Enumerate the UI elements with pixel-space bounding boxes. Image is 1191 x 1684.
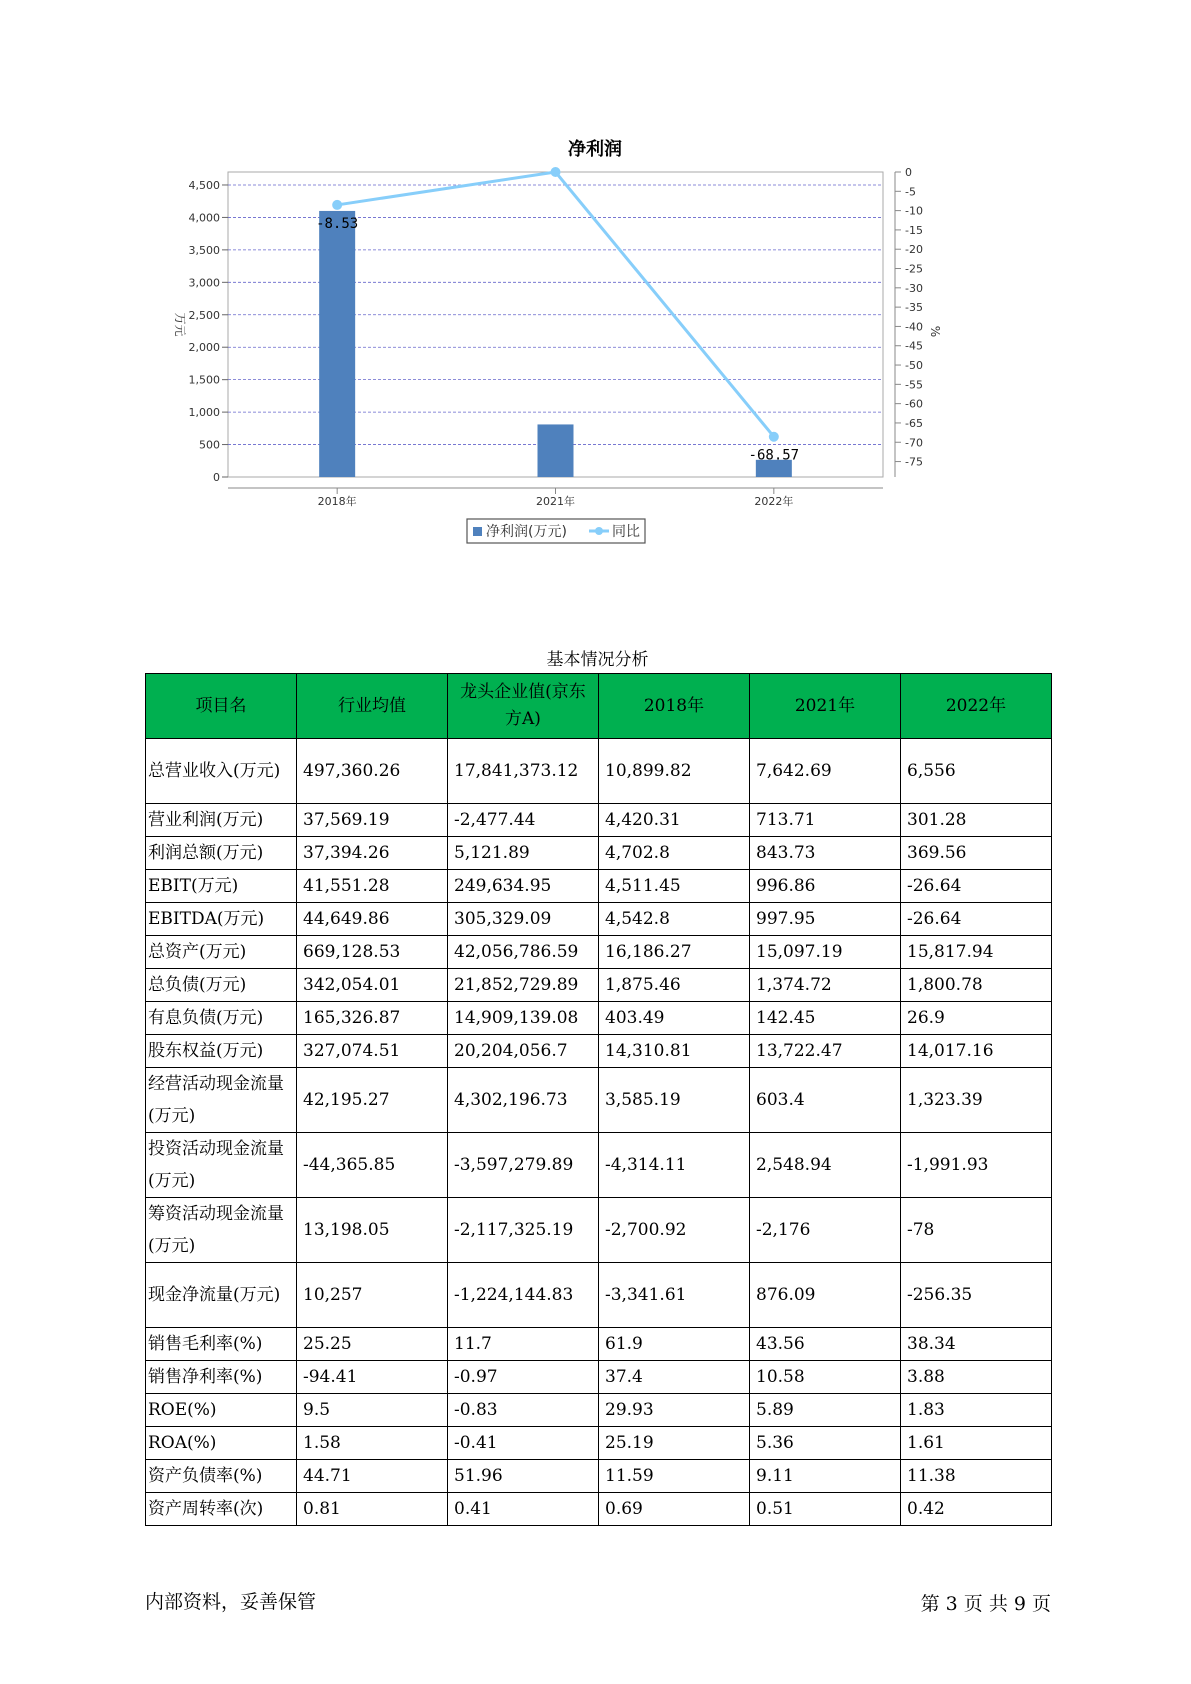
row-label-cell: 资产周转率(次) [146, 1493, 297, 1526]
table-row [146, 1493, 1052, 1526]
value-cell: -94.41 [297, 1361, 448, 1394]
value-cell: 13,722.47 [750, 1035, 901, 1068]
value-cell: 4,420.31 [599, 804, 750, 837]
data-label: -68.57 [748, 447, 800, 464]
row-label-cell: EBITDA(万元) [146, 903, 297, 936]
y2-tick-label: -40 [905, 320, 923, 334]
table-row [146, 1394, 1052, 1427]
value-cell: 15,097.19 [750, 936, 901, 969]
value-cell: 13,198.05 [297, 1198, 448, 1263]
table-row [146, 936, 1052, 969]
value-cell: 997.95 [750, 903, 901, 936]
row-label-cell: 筹资活动现金流量(万元) [146, 1198, 297, 1263]
row-label-cell: 营业利润(万元) [146, 804, 297, 837]
value-cell: 11.59 [599, 1460, 750, 1493]
value-cell: 14,017.16 [901, 1035, 1052, 1068]
row-label-cell: 销售净利率(%) [146, 1361, 297, 1394]
value-cell: -2,700.92 [599, 1198, 750, 1263]
footer-page-number: 第 3 页 共 9 页 [920, 1593, 1051, 1615]
value-cell: -0.41 [448, 1427, 599, 1460]
value-cell: 0.69 [599, 1493, 750, 1526]
value-cell: 37,394.26 [297, 837, 448, 870]
column-header: 行业均值 [297, 674, 448, 739]
value-cell: 0.42 [901, 1493, 1052, 1526]
y-tick-label: 4,500 [188, 178, 220, 192]
x-tick-label: 2022年 [754, 495, 794, 508]
value-cell: 3,585.19 [599, 1068, 750, 1133]
value-cell: -4,314.11 [599, 1133, 750, 1198]
y-tick-label: 1,000 [188, 406, 220, 420]
value-cell: 3.88 [901, 1361, 1052, 1394]
value-cell: 9.11 [750, 1460, 901, 1493]
table-row [146, 1068, 1052, 1133]
row-label-cell: 现金净流量(万元) [146, 1263, 297, 1328]
row-label-cell: 销售毛利率(%) [146, 1328, 297, 1361]
value-cell: 10.58 [750, 1361, 901, 1394]
row-label-cell: EBIT(万元) [146, 870, 297, 903]
value-cell: 0.41 [448, 1493, 599, 1526]
table-header-row [146, 674, 1052, 739]
y2-tick-label: -30 [905, 281, 923, 295]
column-header: 2021年 [750, 674, 901, 739]
table-caption: 基本情况分析 [546, 650, 649, 670]
y2-tick-label: -45 [905, 339, 923, 353]
value-cell: -2,117,325.19 [448, 1198, 599, 1263]
y-tick-label: 3,000 [188, 276, 220, 290]
row-label-cell: 经营活动现金流量(万元) [146, 1068, 297, 1133]
column-header: 2022年 [901, 674, 1052, 739]
value-cell: 5.89 [750, 1394, 901, 1427]
table-row [146, 1263, 1052, 1328]
value-cell: 4,702.8 [599, 837, 750, 870]
line-point [551, 167, 561, 177]
y2-tick-label: 0 [905, 166, 912, 179]
table-row [146, 870, 1052, 903]
value-cell: 403.49 [599, 1002, 750, 1035]
x-tick-label: 2021年 [536, 495, 575, 508]
line-series [337, 172, 774, 437]
value-cell: 44,649.86 [297, 903, 448, 936]
value-cell: 16,186.27 [599, 936, 750, 969]
value-cell: 327,074.51 [297, 1035, 448, 1068]
value-cell: 42,195.27 [297, 1068, 448, 1133]
value-cell: 5,121.89 [448, 837, 599, 870]
table-row [146, 1002, 1052, 1035]
value-cell: -1,991.93 [901, 1133, 1052, 1198]
y2-tick-label: -5 [905, 185, 916, 199]
table-row [146, 969, 1052, 1002]
value-cell: 15,817.94 [901, 936, 1052, 969]
y2-tick-label: -75 [905, 455, 923, 469]
table-row [146, 804, 1052, 837]
value-cell: -0.83 [448, 1394, 599, 1427]
value-cell: 301.28 [901, 804, 1052, 837]
table-row [146, 1133, 1052, 1198]
value-cell: 43.56 [750, 1328, 901, 1361]
y2-tick-label: -60 [905, 397, 923, 411]
value-cell: 4,542.8 [599, 903, 750, 936]
value-cell: 9.5 [297, 1394, 448, 1427]
row-label-cell: 总资产(万元) [146, 936, 297, 969]
y2-tick-label: -50 [905, 359, 923, 373]
line-point [769, 432, 779, 442]
y-tick-label: 0 [213, 471, 220, 484]
row-label-cell: 资产负债率(%) [146, 1460, 297, 1493]
value-cell: 6,556 [901, 739, 1052, 804]
bar [319, 211, 355, 477]
row-label-cell: 投资活动现金流量(万元) [146, 1133, 297, 1198]
y2-tick-label: -70 [905, 436, 923, 450]
y2-tick-label: -55 [905, 378, 923, 392]
value-cell: 14,310.81 [599, 1035, 750, 1068]
value-cell: 61.9 [599, 1328, 750, 1361]
value-cell: 342,054.01 [297, 969, 448, 1002]
value-cell: 876.09 [750, 1263, 901, 1328]
chart-canvas [150, 130, 1010, 600]
value-cell: 996.86 [750, 870, 901, 903]
table-row [146, 1427, 1052, 1460]
value-cell: 29.93 [599, 1394, 750, 1427]
value-cell: 17,841,373.12 [448, 739, 599, 804]
data-label: -8.53 [316, 215, 359, 232]
table-row [146, 1361, 1052, 1394]
value-cell: 165,326.87 [297, 1002, 448, 1035]
value-cell: 21,852,729.89 [448, 969, 599, 1002]
value-cell: -256.35 [901, 1263, 1052, 1328]
y-tick-label: 3,500 [188, 243, 220, 257]
column-header: 2018年 [599, 674, 750, 739]
value-cell: 0.81 [297, 1493, 448, 1526]
analysis-table [145, 673, 1052, 1526]
value-cell: 497,360.26 [297, 739, 448, 804]
row-label-cell: 利润总额(万元) [146, 837, 297, 870]
value-cell: 669,128.53 [297, 936, 448, 969]
y-tick-label: 2,500 [188, 308, 220, 322]
value-cell: 38.34 [901, 1328, 1052, 1361]
table-row [146, 1460, 1052, 1493]
value-cell: 25.19 [599, 1427, 750, 1460]
y2-tick-label: -20 [905, 243, 923, 257]
legend-label: 同比 [612, 524, 640, 540]
y2-tick-label: -10 [905, 204, 923, 218]
value-cell: 26.9 [901, 1002, 1052, 1035]
value-cell: 1,800.78 [901, 969, 1052, 1002]
y-tick-label: 1,500 [188, 373, 220, 387]
value-cell: 0.51 [750, 1493, 901, 1526]
footer-confidential-note: 内部资料，妥善保管 [145, 1591, 317, 1613]
value-cell: 1.61 [901, 1427, 1052, 1460]
legend-label: 净利润(万元) [486, 524, 567, 540]
table-row [146, 1035, 1052, 1068]
table-row [146, 903, 1052, 936]
value-cell: 1,374.72 [750, 969, 901, 1002]
y2-tick-label: -35 [905, 301, 923, 315]
value-cell: 42,056,786.59 [448, 936, 599, 969]
legend-line-marker [595, 527, 603, 535]
value-cell: 44.71 [297, 1460, 448, 1493]
value-cell: 1,875.46 [599, 969, 750, 1002]
y-axis-title: 万元 [173, 312, 187, 337]
value-cell: 305,329.09 [448, 903, 599, 936]
net-profit-chart [150, 130, 1010, 600]
row-label-cell: 有息负债(万元) [146, 1002, 297, 1035]
value-cell: 1,323.39 [901, 1068, 1052, 1133]
value-cell: 1.83 [901, 1394, 1052, 1427]
value-cell: -0.97 [448, 1361, 599, 1394]
value-cell: -26.64 [901, 870, 1052, 903]
y2-tick-label: -15 [905, 223, 923, 237]
table-row [146, 1328, 1052, 1361]
value-cell: -1,224,144.83 [448, 1263, 599, 1328]
value-cell: 51.96 [448, 1460, 599, 1493]
value-cell: -3,341.61 [599, 1263, 750, 1328]
column-header: 项目名 [146, 674, 297, 739]
value-cell: -26.64 [901, 903, 1052, 936]
y-tick-label: 2,000 [188, 341, 220, 355]
value-cell: -3,597,279.89 [448, 1133, 599, 1198]
y2-tick-label: -25 [905, 262, 923, 276]
value-cell: 25.25 [297, 1328, 448, 1361]
value-cell: 14,909,139.08 [448, 1002, 599, 1035]
value-cell: 11.38 [901, 1460, 1052, 1493]
value-cell: -2,176 [750, 1198, 901, 1263]
value-cell: 10,899.82 [599, 739, 750, 804]
row-label-cell: 总负债(万元) [146, 969, 297, 1002]
bar [538, 424, 574, 477]
x-tick-label: 2018年 [317, 495, 357, 508]
value-cell: 603.4 [750, 1068, 901, 1133]
value-cell: 5.36 [750, 1427, 901, 1460]
value-cell: 4,511.45 [599, 870, 750, 903]
value-cell: 142.45 [750, 1002, 901, 1035]
table-row [146, 739, 1052, 804]
value-cell: 2,548.94 [750, 1133, 901, 1198]
y-tick-label: 500 [199, 438, 220, 452]
value-cell: 369.56 [901, 837, 1052, 870]
value-cell: -78 [901, 1198, 1052, 1263]
value-cell: -44,365.85 [297, 1133, 448, 1198]
value-cell: -2,477.44 [448, 804, 599, 837]
value-cell: 843.73 [750, 837, 901, 870]
value-cell: 20,204,056.7 [448, 1035, 599, 1068]
value-cell: 713.71 [750, 804, 901, 837]
value-cell: 11.7 [448, 1328, 599, 1361]
legend-bar-swatch [473, 527, 482, 536]
line-point [332, 200, 342, 210]
chart-title: 净利润 [568, 139, 622, 160]
y2-tick-label: -65 [905, 416, 923, 430]
value-cell: 1.58 [297, 1427, 448, 1460]
table-row [146, 1198, 1052, 1263]
row-label-cell: ROA(%) [146, 1427, 297, 1460]
y2-axis-title: % [928, 325, 942, 338]
row-label-cell: 总营业收入(万元) [146, 739, 297, 804]
value-cell: 37,569.19 [297, 804, 448, 837]
table-row [146, 837, 1052, 870]
value-cell: 249,634.95 [448, 870, 599, 903]
row-label-cell: 股东权益(万元) [146, 1035, 297, 1068]
row-label-cell: ROE(%) [146, 1394, 297, 1427]
value-cell: 4,302,196.73 [448, 1068, 599, 1133]
value-cell: 37.4 [599, 1361, 750, 1394]
value-cell: 41,551.28 [297, 870, 448, 903]
column-header: 龙头企业值(京东方A) [448, 674, 599, 739]
y-tick-label: 4,000 [188, 211, 220, 225]
value-cell: 10,257 [297, 1263, 448, 1328]
value-cell: 7,642.69 [750, 739, 901, 804]
